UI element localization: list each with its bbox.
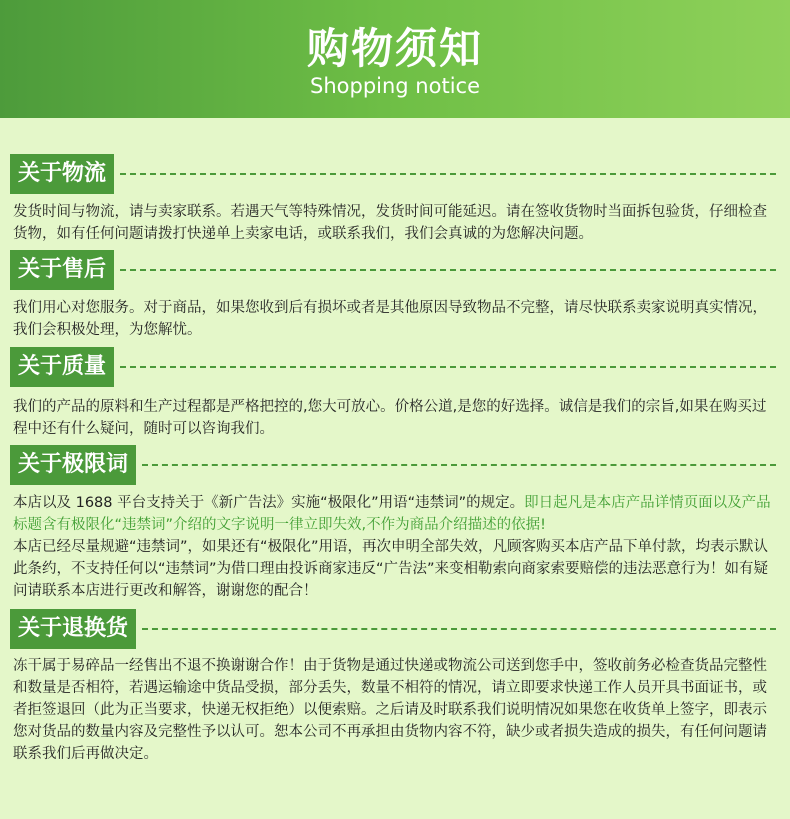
page-header <box>0 0 790 118</box>
dashed-divider <box>120 366 776 368</box>
section-body-quality: 我们的产品的原料和生产过程都是严格把控的,您大可放心。价格公道,是您的好选择。诚信是我们的宗旨,如果在购买过程中还有什么疑问，随时可以咨询我们。 <box>13 399 767 437</box>
dashed-divider <box>120 173 776 175</box>
section-header-quality <box>10 347 776 387</box>
section-header-returns <box>10 609 776 649</box>
section-title: 关于售后 <box>10 250 114 290</box>
section-title: 关于物流 <box>10 154 114 194</box>
section-body-restricted-words <box>13 492 780 602</box>
section-body-after-sales: 我们用心对您服务。对于商品，如果您收到后有损坏或者是其他原因导致物品不完整，请尽快联系卖家说明真实情况，我们会积极处理，为您解忧。 <box>13 300 767 338</box>
section-header-restricted-words <box>10 445 776 485</box>
highlight-text: 即日起凡是本店产品详情页面以及产品标题含有极限化“违禁词”介绍的文字说明一律立即失效,不作为商品介绍描述的依据! <box>13 495 771 533</box>
page-subtitle: Shopping notice <box>310 74 480 98</box>
section-title: 关于极限词 <box>10 445 136 485</box>
dashed-divider <box>120 269 776 271</box>
section-title: 关于质量 <box>10 347 114 387</box>
section-header-logistics <box>10 154 776 194</box>
section-header-after-sales <box>10 250 776 290</box>
section-title: 关于退换货 <box>10 609 136 649</box>
section-body-returns: 冻干属于易碎品一经售出不退不换谢谢合作！由于货物是通过快递或物流公司送到您手中，签收前务必检查货品完整性和数量是否相符，若遇运输途中货品受损，部分丢失，数量不相符的情况，请立即要求快递工作人员开具书面证书，或者拒签退回（此为正当要求，快递无权拒绝）以便索赔。之后请及时联系我们说明情况如果您在收货单上签字，即表示您对货品的数量内容及完整性予以认可。恕本公司不再承担由货物内容不符，缺少或者损失造成的损失，有任何问题请联系我们后再做决定。 <box>13 658 767 762</box>
body-text: 本店已经尽量规避“违禁词”，如果还有“极限化”用语，再次申明全部失效，凡顾客购买本店产品下单付款，均表示默认此条约，不支持任何以“违禁词”为借口理由投诉商家违反“广告法”来变相勒索向商家索要赔偿的违法恶意行为！如有疑问请联系本店进行更改和解答，谢谢您的配合！ <box>13 539 769 599</box>
section-body-logistics: 发货时间与物流，请与卖家联系。若遇天气等特殊情况，发货时间可能延迟。请在签收货物时当面拆包验货，仔细检查货物，如有任何问题请拨打快递单上卖家电话，或联系我们，我们会真诚的为您解决问题。 <box>13 204 767 242</box>
dashed-divider <box>142 464 776 466</box>
dashed-divider <box>142 628 776 630</box>
page-title: 购物须知 <box>306 24 483 73</box>
body-text: 本店以及 1688 平台支持关于《新广告法》实施“极限化”用语“违禁词”的规定。 <box>13 495 525 511</box>
